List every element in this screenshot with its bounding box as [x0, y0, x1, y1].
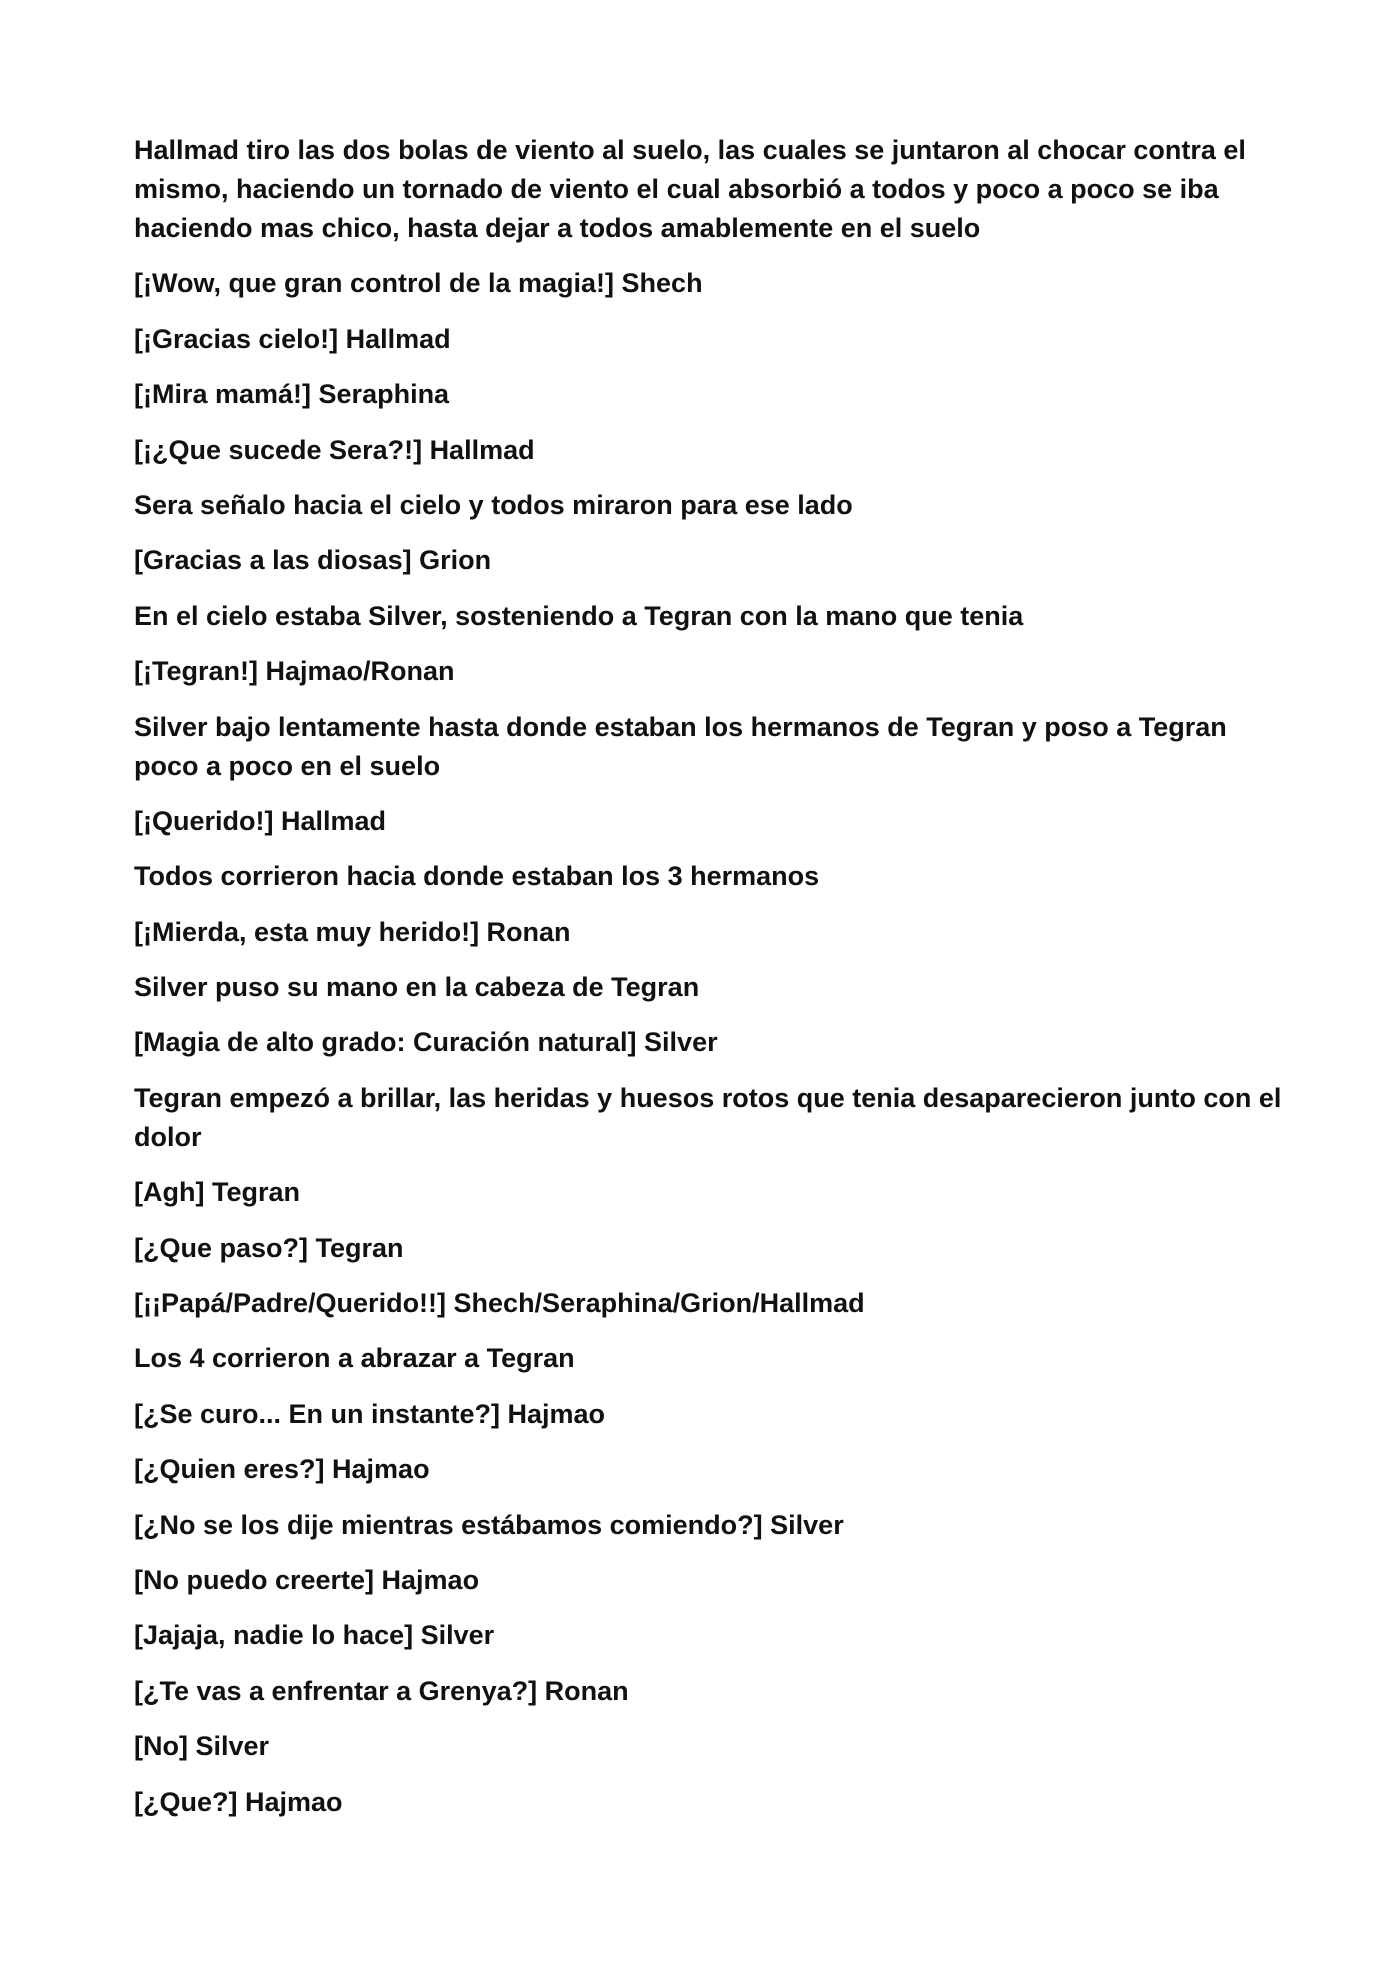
paragraph: [¿Que?] Hajmao	[134, 1786, 343, 1817]
paragraph: [¡¡Papá/Padre/Querido!!] Shech/Seraphina/Grion/Hallmad	[134, 1288, 865, 1319]
paragraph: [¡Mira mamá!] Seraphina	[134, 379, 450, 410]
paragraph: [Jajaja, nadie lo hace] Silver	[134, 1620, 495, 1651]
paragraph: Silver bajo lentamente hasta donde estaban los hermanos de Tegran y poso a Tegran poco a poco en el suelo	[134, 711, 1227, 781]
paragraph: [¿Quien eres?] Hajmao	[134, 1454, 430, 1485]
paragraph: Hallmad tiro las dos bolas de viento al suelo, las cuales se juntaron al chocar contra el mismo, haciendo un tornado de viento el cual absorbió a todos y poco a poco se iba haciendo mas chico, hasta dejar a todos amablemente en el suelo	[134, 135, 1246, 243]
paragraph: [¡¿Que sucede Sera?!] Hallmad	[134, 434, 535, 465]
paragraph: Tegran empezó a brillar, las heridas y huesos rotos que tenia desaparecieron junto con el dolor	[134, 1082, 1282, 1152]
paragraph: Silver puso su mano en la cabeza de Tegran	[134, 972, 700, 1003]
paragraph: [No puedo creerte] Hajmao	[134, 1564, 480, 1595]
paragraph: [Magia de alto grado: Curación natural] Silver	[134, 1027, 718, 1058]
paragraph: Los 4 corrieron a abrazar a Tegran	[134, 1343, 575, 1374]
paragraph: [¡Tegran!] Hajmao/Ronan	[134, 656, 455, 687]
paragraph: Sera señalo hacia el cielo y todos miraron para ese lado	[134, 489, 853, 520]
paragraph: [¿Te vas a enfrentar a Grenya?] Ronan	[134, 1675, 629, 1706]
paragraph: [¿Que paso?] Tegran	[134, 1232, 404, 1263]
paragraph: [Agh] Tegran	[134, 1177, 300, 1208]
paragraph: [¡Mierda, esta muy herido!] Ronan	[134, 916, 571, 947]
paragraph: [¡Querido!] Hallmad	[134, 805, 387, 836]
document-body	[134, 131, 1294, 1838]
paragraph: [¿No se los dije mientras estábamos comiendo?] Silver	[134, 1509, 844, 1540]
paragraph: En el cielo estaba Silver, sosteniendo a Tegran con la mano que tenia	[134, 600, 1024, 631]
paragraph: [Gracias a las diosas] Grion	[134, 545, 492, 576]
paragraph: [No] Silver	[134, 1731, 270, 1762]
paragraph: [¡Wow, que gran control de la magia!] Shech	[134, 268, 703, 299]
paragraph: Todos corrieron hacia donde estaban los 3 hermanos	[134, 861, 820, 892]
paragraph: [¡Gracias cielo!] Hallmad	[134, 323, 451, 354]
paragraph: [¿Se curo... En un instante?] Hajmao	[134, 1398, 606, 1429]
